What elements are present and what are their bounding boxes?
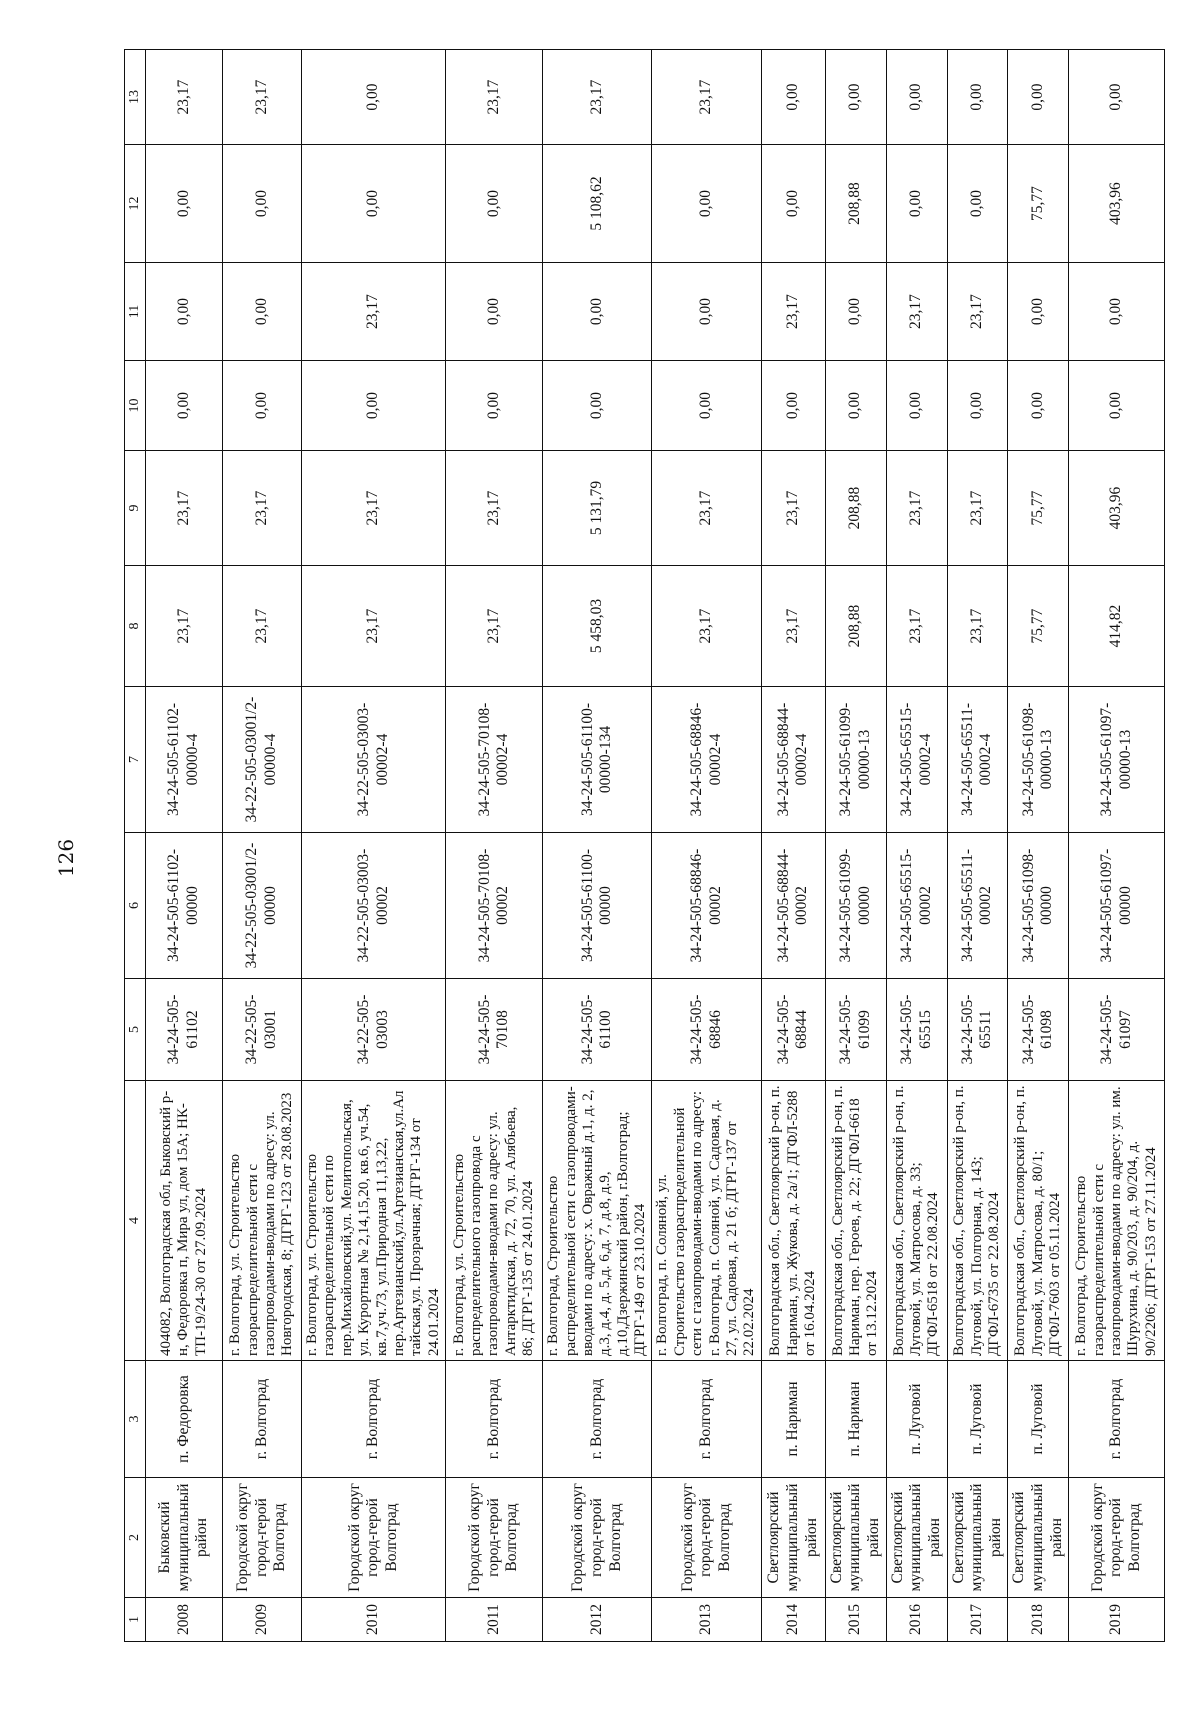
- table-body: [125, 50, 1165, 1642]
- cell-row-index: 2018: [1008, 1598, 1069, 1642]
- cell-value-11: 0,00: [1069, 263, 1165, 361]
- cell-district: Быковский муниципальный район: [146, 1478, 223, 1598]
- cell-settlement: г. Волгоград: [543, 1361, 652, 1478]
- cell-value-13: 0,00: [825, 50, 886, 145]
- cell-value-10: 0,00: [1008, 361, 1069, 451]
- cell-settlement: п. Федоровка: [146, 1361, 223, 1478]
- cell-code-full: 34-24-505-61100-00000: [543, 833, 652, 979]
- table-row: [947, 50, 1008, 1642]
- cell-value-9: 23,17: [652, 451, 761, 566]
- cell-code-full: 34-22-505-03003-00002: [302, 833, 446, 979]
- cell-value-9: 23,17: [146, 451, 223, 566]
- cell-row-index: 2017: [947, 1598, 1008, 1642]
- cell-value-10: 0,00: [886, 361, 947, 451]
- cell-code-short: 34-22-505-03001: [223, 979, 302, 1081]
- cell-value-9: 23,17: [302, 451, 446, 566]
- cell-value-12: 0,00: [146, 145, 223, 263]
- table-row: [761, 50, 825, 1642]
- cell-code-short: 34-24-505-68844: [761, 979, 825, 1081]
- cell-district: Светлоярский муниципальный район: [825, 1478, 886, 1598]
- cell-district: Городской округ город-герой Волгоград: [223, 1478, 302, 1598]
- cell-settlement: г. Волгоград: [652, 1361, 761, 1478]
- cell-value-12: 0,00: [302, 145, 446, 263]
- cell-district: Светлоярский муниципальный район: [947, 1478, 1008, 1598]
- cell-value-11: 23,17: [302, 263, 446, 361]
- cell-settlement: г. Волгоград: [302, 1361, 446, 1478]
- cell-code-ext: 34-24-505-61100-00000-134: [543, 687, 652, 833]
- cell-value-9: 23,17: [886, 451, 947, 566]
- cell-value-9: 23,17: [947, 451, 1008, 566]
- cell-district: Городской округ город-герой Волгоград: [446, 1478, 543, 1598]
- cell-value-13: 0,00: [302, 50, 446, 145]
- cell-value-10: 0,00: [652, 361, 761, 451]
- cell-value-13: 0,00: [886, 50, 947, 145]
- table-row: [302, 50, 446, 1642]
- cell-object-address: 404082, Волгоградская обл, Быковский р-н, Федоровка п, Мира ул, дом 15А; НК-ТП-19/24-30 от 27.09.2024: [146, 1081, 223, 1361]
- cell-value-12: 0,00: [761, 145, 825, 263]
- cell-code-ext: 34-24-505-61099-00000-13: [825, 687, 886, 833]
- column-number: 2: [125, 1478, 146, 1598]
- cell-value-11: 0,00: [446, 263, 543, 361]
- cell-code-short: 34-24-505-61098: [1008, 979, 1069, 1081]
- cell-district: Городской округ город-герой Волгоград: [543, 1478, 652, 1598]
- cell-object-address: г. Волгоград, ул. Строительство газораспределительной сети по пер.Михайловский,ул. Мелитопольская, ул. Курортная № 2,14,15,20, кв.6, уч.54, кв.7,уч.73, ул.Природная 11,13,22, пер.Артезианский,ул.Артезианская,ул.Алтайская,ул. Прозрачная; ДГРГ-134 от 24.01.2024: [302, 1081, 446, 1361]
- cell-value-12: 0,00: [223, 145, 302, 263]
- cell-value-9: 75,77: [1008, 451, 1069, 566]
- cell-row-index: 2016: [886, 1598, 947, 1642]
- cell-value-13: 23,17: [223, 50, 302, 145]
- cell-district: Городской округ город-герой Волгоград: [1069, 1478, 1165, 1598]
- cell-value-13: 23,17: [146, 50, 223, 145]
- cell-row-index: 2012: [543, 1598, 652, 1642]
- cell-settlement: г. Волгоград: [446, 1361, 543, 1478]
- cell-value-13: 0,00: [1069, 50, 1165, 145]
- cell-value-8: 23,17: [146, 566, 223, 687]
- cell-code-full: 34-24-505-65515-00002: [886, 833, 947, 979]
- cell-value-12: 75,77: [1008, 145, 1069, 263]
- cell-object-address: г. Волгоград, ул. Строительство распределительного газопровода с газопроводами-вводами по адресу: ул. Антарктидская, д. 72, 70, ул. Алябьева, 86; ДГРГ-135 от 24.01.2024: [446, 1081, 543, 1361]
- cell-settlement: г. Волгоград: [1069, 1361, 1165, 1478]
- column-number: 3: [125, 1361, 146, 1478]
- cell-code-short: 34-24-505-68846: [652, 979, 761, 1081]
- cell-row-index: 2010: [302, 1598, 446, 1642]
- cell-value-8: 23,17: [761, 566, 825, 687]
- column-number: 7: [125, 687, 146, 833]
- table-row: [146, 50, 223, 1642]
- cell-district: Светлоярский муниципальный район: [1008, 1478, 1069, 1598]
- table-row: [223, 50, 302, 1642]
- column-number: 11: [125, 263, 146, 361]
- cell-value-11: 0,00: [223, 263, 302, 361]
- cell-settlement: п. Луговой: [886, 1361, 947, 1478]
- table-row: [652, 50, 761, 1642]
- cell-value-9: 23,17: [761, 451, 825, 566]
- cell-value-8: 5 458,03: [543, 566, 652, 687]
- page-number: 126: [54, 838, 78, 878]
- table-row: [1069, 50, 1165, 1642]
- cell-object-address: Волгоградская обл., Светлоярский р-он, п. Нариман, ул. Жукова, д. 2а/1; ДГФЛ-5288 от 16.04.2024: [761, 1081, 825, 1361]
- column-number: 5: [125, 979, 146, 1081]
- cell-code-full: 34-22-505-03001/2-00000: [223, 833, 302, 979]
- cell-value-12: 0,00: [652, 145, 761, 263]
- column-number: 9: [125, 451, 146, 566]
- cell-district: Светлоярский муниципальный район: [761, 1478, 825, 1598]
- cell-code-ext: 34-24-505-68844-00002-4: [761, 687, 825, 833]
- cell-row-index: 2009: [223, 1598, 302, 1642]
- cell-settlement: п. Нариман: [761, 1361, 825, 1478]
- cell-code-full: 34-24-505-61097-00000: [1069, 833, 1165, 979]
- cell-value-12: 5 108,62: [543, 145, 652, 263]
- cell-value-8: 208,88: [825, 566, 886, 687]
- cell-value-12: 403,96: [1069, 145, 1165, 263]
- cell-settlement: г. Волгоград: [223, 1361, 302, 1478]
- cell-value-10: 0,00: [947, 361, 1008, 451]
- table-row: [1008, 50, 1069, 1642]
- cell-value-8: 23,17: [652, 566, 761, 687]
- cell-code-ext: 34-24-505-61097-00000-13: [1069, 687, 1165, 833]
- gasification-table: [124, 49, 1165, 1642]
- cell-code-full: 34-24-505-68844-00002: [761, 833, 825, 979]
- cell-value-10: 0,00: [146, 361, 223, 451]
- column-number: 6: [125, 833, 146, 979]
- cell-value-11: 23,17: [761, 263, 825, 361]
- column-number-row: [125, 50, 146, 1642]
- cell-value-8: 23,17: [223, 566, 302, 687]
- table-row: [886, 50, 947, 1642]
- cell-value-8: 414,82: [1069, 566, 1165, 687]
- cell-code-ext: 34-22-505-03003-00002-4: [302, 687, 446, 833]
- cell-value-13: 23,17: [446, 50, 543, 145]
- cell-object-address: Волгоградская обл., Светлоярский р-он, п. Луговой, ул. Матросова, д. 33; ДГФЛ-6518 от 22.08.2024: [886, 1081, 947, 1361]
- cell-code-full: 34-24-505-70108-00002: [446, 833, 543, 979]
- cell-value-13: 23,17: [652, 50, 761, 145]
- cell-value-9: 5 131,79: [543, 451, 652, 566]
- cell-value-13: 0,00: [947, 50, 1008, 145]
- cell-value-13: 0,00: [1008, 50, 1069, 145]
- cell-value-11: 0,00: [1008, 263, 1069, 361]
- cell-code-ext: 34-24-505-61098-00000-13: [1008, 687, 1069, 833]
- cell-code-ext: 34-24-505-61102-00000-4: [146, 687, 223, 833]
- column-number: 4: [125, 1081, 146, 1361]
- cell-object-address: г. Волгоград, Строительство газораспределительной сети с газопроводами-вводами по адресу: ул. им. Шурухина, д. 90/203, д. 90/204, д. 90/2206; ДГРГ-153 от 27.11.2024: [1069, 1081, 1165, 1361]
- rotated-table-wrapper: [124, 50, 1159, 1642]
- cell-code-ext: 34-24-505-70108-00002-4: [446, 687, 543, 833]
- cell-code-ext: 34-24-505-68846-00002-4: [652, 687, 761, 833]
- cell-district: Городской округ город-герой Волгоград: [302, 1478, 446, 1598]
- cell-value-10: 0,00: [1069, 361, 1165, 451]
- cell-value-8: 75,77: [1008, 566, 1069, 687]
- cell-settlement: п. Нариман: [825, 1361, 886, 1478]
- cell-value-10: 0,00: [825, 361, 886, 451]
- cell-value-10: 0,00: [302, 361, 446, 451]
- cell-row-index: 2011: [446, 1598, 543, 1642]
- cell-code-short: 34-24-505-61099: [825, 979, 886, 1081]
- cell-code-short: 34-22-505-03003: [302, 979, 446, 1081]
- column-number: 13: [125, 50, 146, 145]
- column-number: 1: [125, 1598, 146, 1642]
- cell-value-9: 23,17: [223, 451, 302, 566]
- table-row: [825, 50, 886, 1642]
- cell-row-index: 2015: [825, 1598, 886, 1642]
- cell-code-full: 34-24-505-61098-00000: [1008, 833, 1069, 979]
- cell-code-ext: 34-22-505-03001/2-00000-4: [223, 687, 302, 833]
- cell-row-index: 2019: [1069, 1598, 1165, 1642]
- cell-value-9: 208,88: [825, 451, 886, 566]
- cell-value-8: 23,17: [446, 566, 543, 687]
- cell-code-short: 34-24-505-70108: [446, 979, 543, 1081]
- cell-value-12: 0,00: [947, 145, 1008, 263]
- cell-code-full: 34-24-505-65511-00002: [947, 833, 1008, 979]
- cell-code-full: 34-24-505-68846-00002: [652, 833, 761, 979]
- cell-value-13: 0,00: [761, 50, 825, 145]
- cell-settlement: п. Луговой: [947, 1361, 1008, 1478]
- cell-object-address: г. Волгоград, Строительство распределительной сети с газопроводами-вводами по адресу: х. Овражный д.1, д. 2, д.3, д.4, д. 5,д. 6,д. 7, д.8, д.9, д.10,Дзержинский район, г.Волгоград; ДГРГ-149 от 23.10.2024: [543, 1081, 652, 1361]
- cell-district: Городской округ город-герой Волгоград: [652, 1478, 761, 1598]
- cell-code-short: 34-24-505-61100: [543, 979, 652, 1081]
- column-number: 10: [125, 361, 146, 451]
- cell-value-9: 23,17: [446, 451, 543, 566]
- cell-value-10: 0,00: [223, 361, 302, 451]
- cell-value-8: 23,17: [302, 566, 446, 687]
- cell-value-12: 208,88: [825, 145, 886, 263]
- column-number: 12: [125, 145, 146, 263]
- cell-value-10: 0,00: [446, 361, 543, 451]
- cell-object-address: Волгоградская обл., Светлоярский р-он, п. Нариман, пер. Героев, д. 22; ДГФЛ-6618 от 13.12.2024: [825, 1081, 886, 1361]
- cell-value-11: 23,17: [886, 263, 947, 361]
- cell-value-13: 23,17: [543, 50, 652, 145]
- cell-object-address: г. Волгоград, ул. Строительство газораспределительной сети с газопроводами-вводами по адресу: ул. Новгородская, 8; ДГРГ-123 от 28.08.2023: [223, 1081, 302, 1361]
- cell-settlement: п. Луговой: [1008, 1361, 1069, 1478]
- cell-value-11: 0,00: [146, 263, 223, 361]
- cell-code-full: 34-24-505-61099-00000: [825, 833, 886, 979]
- cell-value-8: 23,17: [947, 566, 1008, 687]
- cell-code-ext: 34-24-505-65515-00002-4: [886, 687, 947, 833]
- cell-value-9: 403,96: [1069, 451, 1165, 566]
- cell-value-12: 0,00: [886, 145, 947, 263]
- cell-object-address: г. Волгоград, п. Соляной, ул. Строительство газораспределительной сети с газопроводами-вводами по адресу: г. Волгоград, п. Соляной, ул. Садовая, д. 27, ул. Садовая, д. 21 б; ДГРГ-137 от 22.02.2024: [652, 1081, 761, 1361]
- cell-code-short: 34-24-505-65515: [886, 979, 947, 1081]
- cell-code-short: 34-24-505-65511: [947, 979, 1008, 1081]
- column-number: 8: [125, 566, 146, 687]
- cell-code-ext: 34-24-505-65511-00002-4: [947, 687, 1008, 833]
- table-row: [446, 50, 543, 1642]
- cell-value-11: 0,00: [652, 263, 761, 361]
- cell-object-address: Волгоградская обл., Светлоярский р-он, п. Луговой, ул. Полгорная, д. 143; ДГФЛ-6735 от 22.08.2024: [947, 1081, 1008, 1361]
- table-row: [543, 50, 652, 1642]
- cell-district: Светлоярский муниципальный район: [886, 1478, 947, 1598]
- cell-value-11: 23,17: [947, 263, 1008, 361]
- cell-row-index: 2008: [146, 1598, 223, 1642]
- cell-row-index: 2014: [761, 1598, 825, 1642]
- cell-code-full: 34-24-505-61102-00000: [146, 833, 223, 979]
- cell-code-short: 34-24-505-61097: [1069, 979, 1165, 1081]
- cell-value-12: 0,00: [446, 145, 543, 263]
- cell-value-11: 0,00: [825, 263, 886, 361]
- cell-value-8: 23,17: [886, 566, 947, 687]
- cell-row-index: 2013: [652, 1598, 761, 1642]
- cell-value-11: 0,00: [543, 263, 652, 361]
- cell-object-address: Волгоградская обл., Светлоярский р-он, п. Луговой, ул. Матросова, д. 80/1; ДГФЛ-7603 от 05.11.2024: [1008, 1081, 1069, 1361]
- cell-value-10: 0,00: [761, 361, 825, 451]
- cell-value-10: 0,00: [543, 361, 652, 451]
- cell-code-short: 34-24-505-61102: [146, 979, 223, 1081]
